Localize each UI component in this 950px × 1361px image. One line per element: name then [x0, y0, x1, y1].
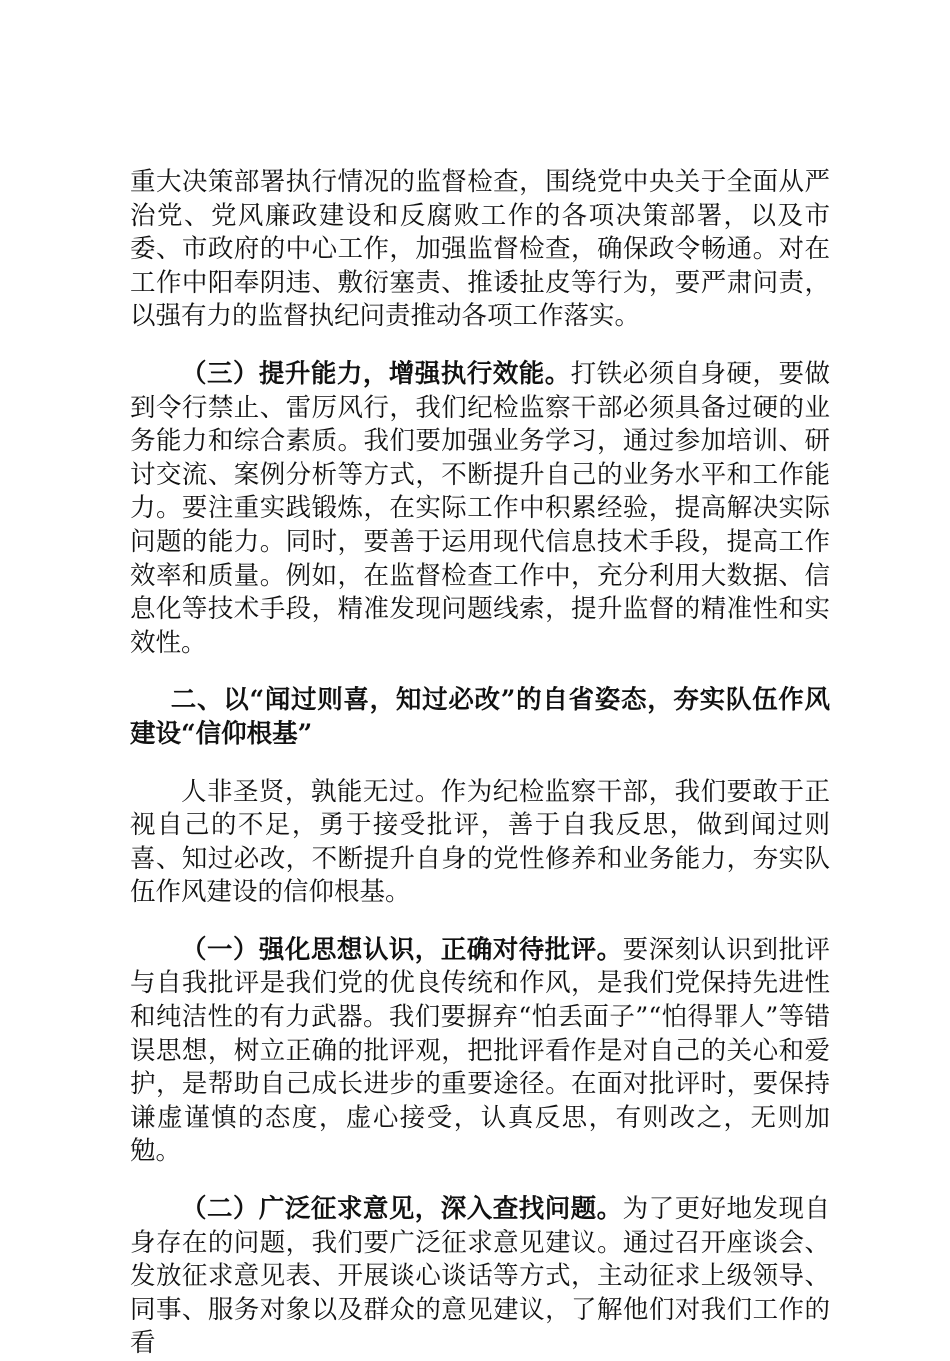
paragraph-improve-capability [130, 358, 830, 660]
paragraph-body-text: 为了更好地发现自身存在的问题，我们要广泛征求意见建议。通过召开座谈会、发放征求意见表、开展谈心谈话等方式，主动征求上级领导、同事、服务对象以及群众的意见建议，了解他们对我们工作的看 [130, 1194, 830, 1359]
paragraph-supervision: 重大决策部署执行情况的监督检查，围绕党中央关于全面从严治党、党风廉政建设和反腐败工作的各项决策部署，以及市委、市政府的中心工作，加强监督检查，确保政令畅通。对在工作中阳奉阴违、敷衍塞责、推诿扯皮等行为，要严肃问责，以强有力的监督执纪问责推动各项工作落实。 [130, 167, 830, 332]
paragraph-lead-heading: （一）强化思想认识，正确对待批评。 [181, 934, 623, 965]
paragraph-self-reflection: 人非圣贤，孰能无过。作为纪检监察干部，我们要敢于正视自己的不足，勇于接受批评，善于自我反思，做到闻过则喜、知过必改，不断提升自身的党性修养和业务能力，夯实队伍作风建设的信仰根基。 [130, 776, 830, 908]
paragraph-lead-heading: （三）提升能力，增强执行效能。 [181, 358, 571, 389]
paragraph-lead-heading: （二）广泛征求意见，深入查找问题。 [181, 1194, 623, 1225]
section-heading-2: 二、以“闻过则喜，知过必改”的自省姿态，夯实队伍作风建设“信仰根基” [130, 685, 830, 749]
paragraph-criticism [130, 934, 830, 1169]
paragraph-solicit-opinions [130, 1193, 830, 1361]
paragraph-body-text: 要深刻认识到批评与自我批评是我们党的优良传统和作风，是我们党保持先进性和纯洁性的有力武器。我们要摒弃“怕丢面子”“怕得罪人”等错误思想，树立正确的批评观，把批评看作是对自己的关心和爱护，是帮助自己成长进步的重要途径。在面对批评时，要保持谦虚谨慎的态度，虚心接受，认真反思，有则改之，无则加勉。 [130, 934, 830, 1167]
paragraph-body-text: 打铁必须自身硬，要做到令行禁止、雷厉风行，我们纪检监察干部必须具备过硬的业务能力和综合素质。我们要加强业务学习，通过参加培训、研讨交流、案例分析等方式，不断提升自己的业务水平和工作能力。要注重实践锻炼，在实际工作中积累经验，提高解决实际问题的能力。同时，要善于运用现代信息技术手段，提高工作效率和质量。例如，在监督检查工作中，充分利用大数据、信息化等技术手段，精准发现问题线索，提升监督的精准性和实效性。 [130, 358, 830, 658]
